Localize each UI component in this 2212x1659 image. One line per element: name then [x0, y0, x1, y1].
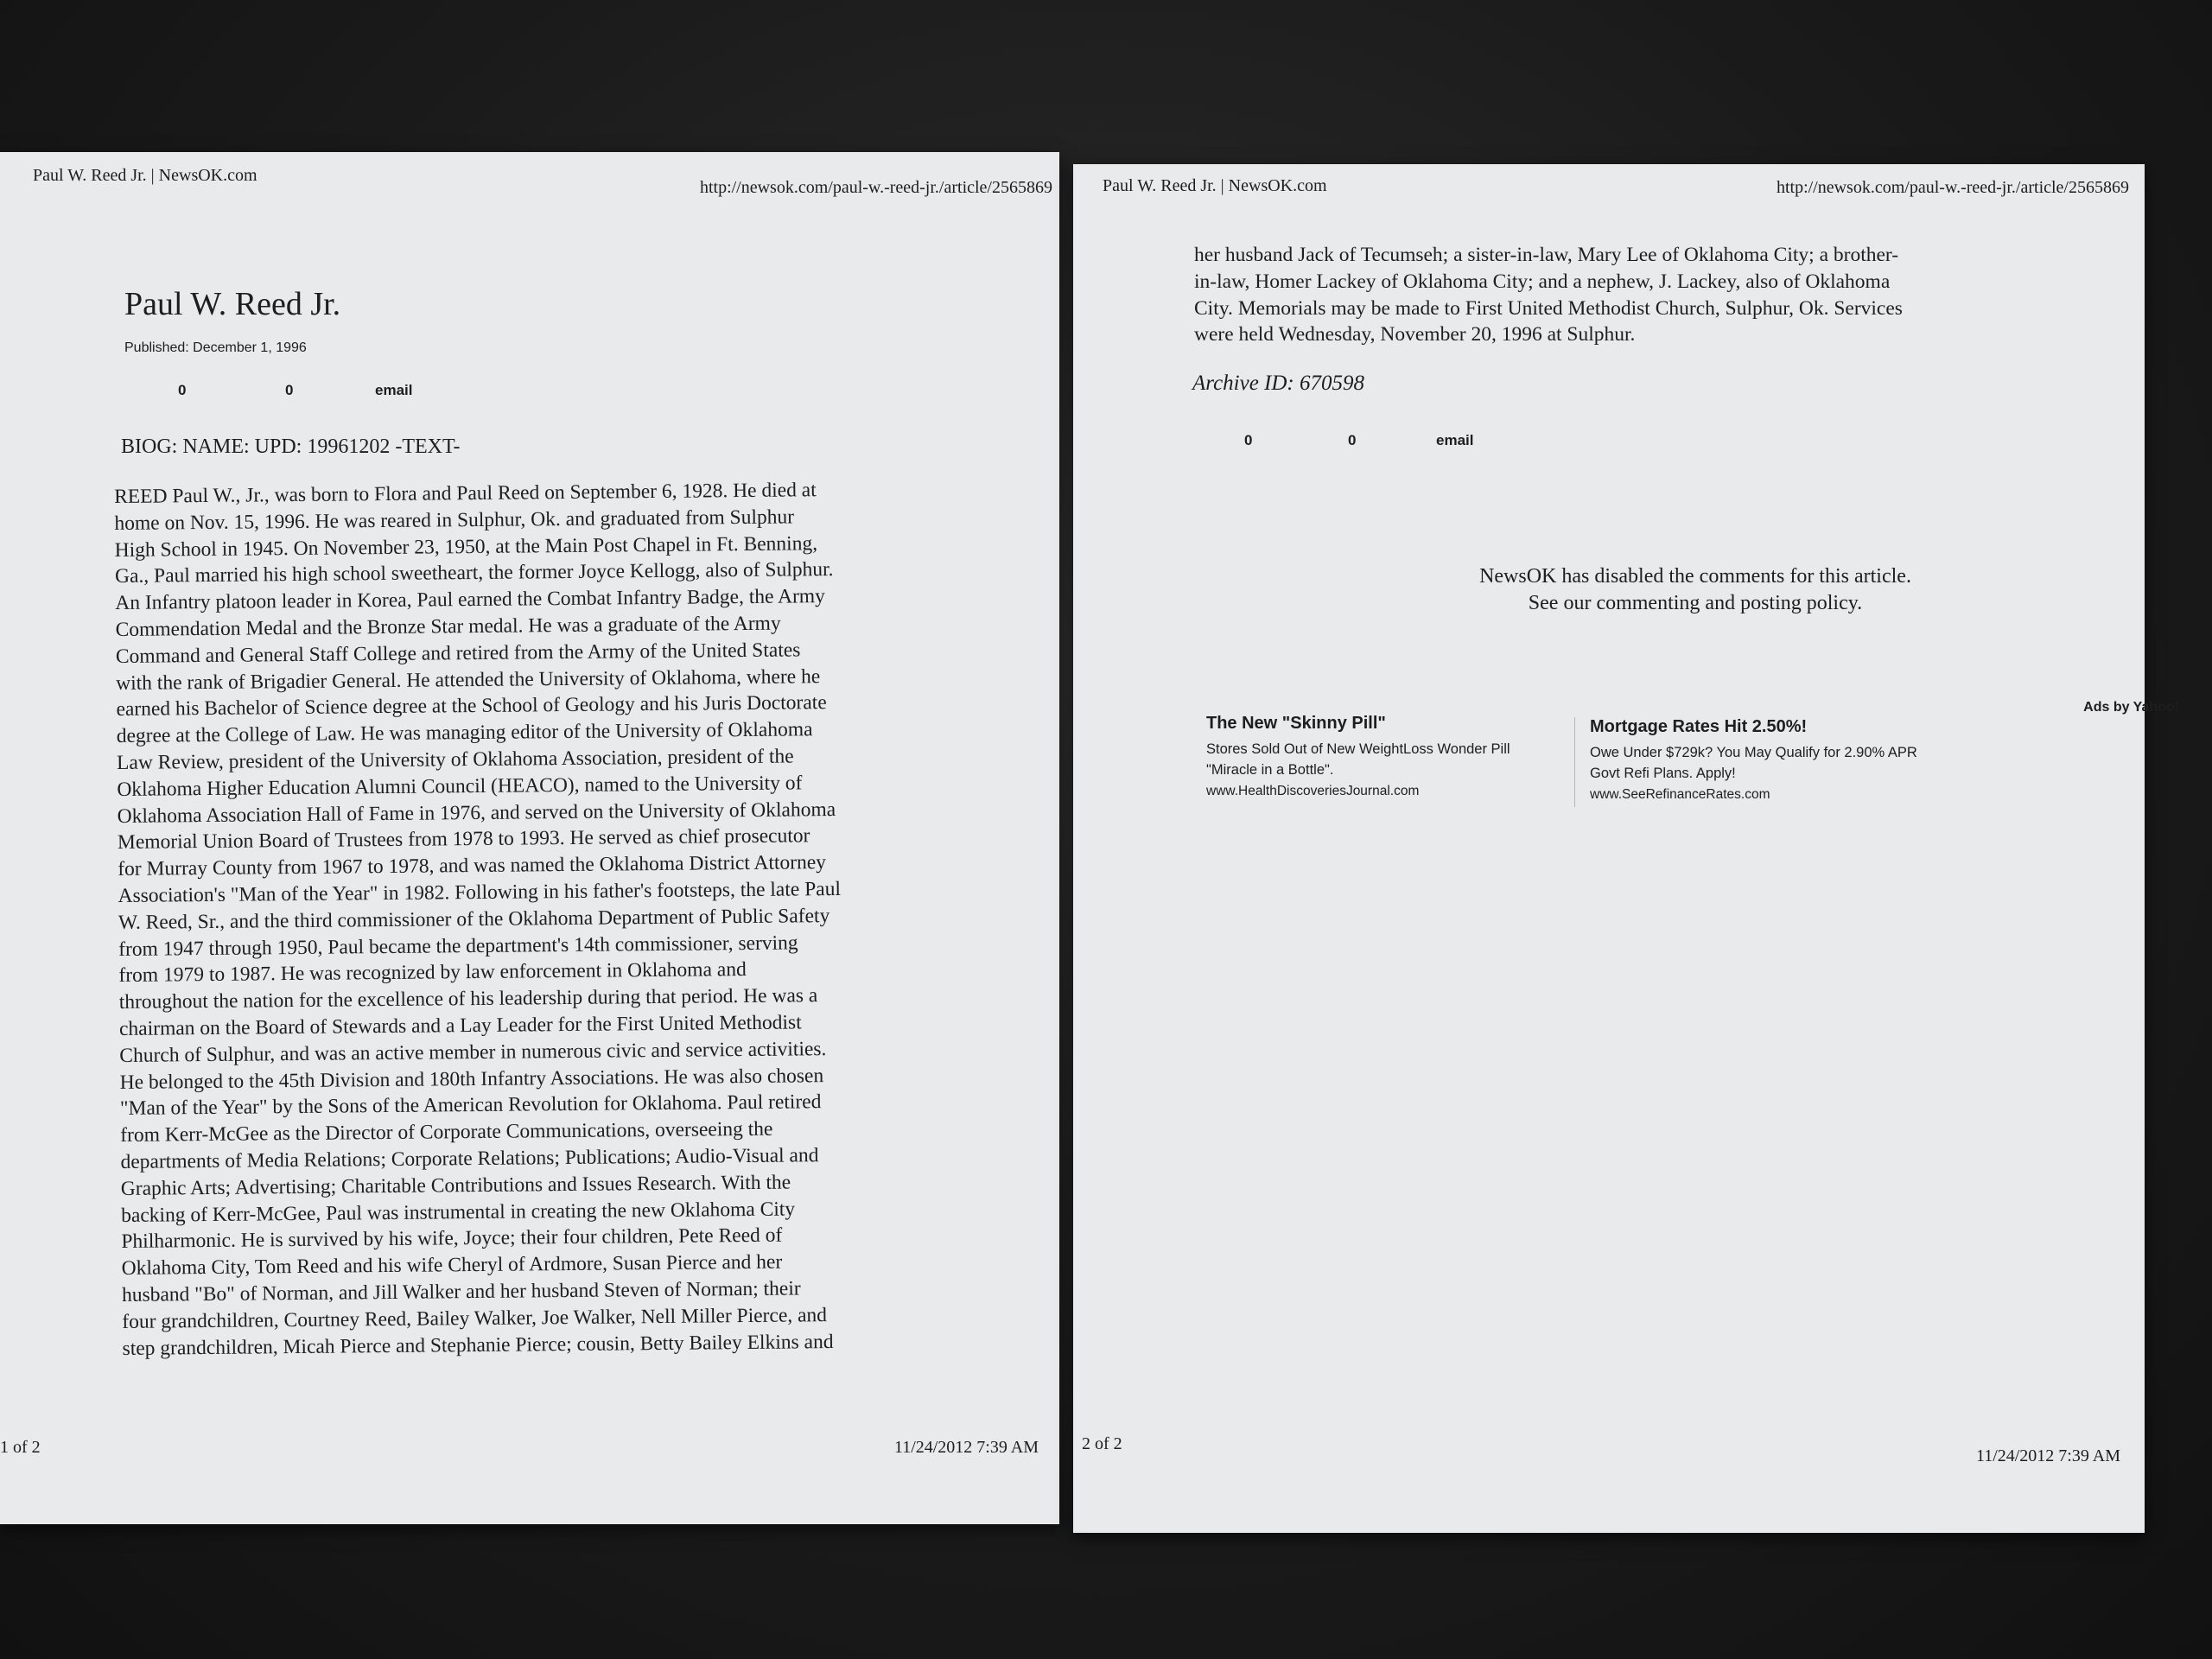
body-line: chairman on the Board of Stewards and a Lay Leader for the First United Methodist [118, 1011, 802, 1040]
body-line: throughout the nation for the excellence of his leadership during that period. He was a [118, 984, 818, 1014]
comments-note-line: NewsOK has disabled the comments for this article. [1479, 565, 1911, 588]
ad-title[interactable]: The New "Skinny Pill" [1206, 714, 1386, 733]
print-timestamp: 11/24/2012 7:39 AM [1975, 1446, 2120, 1465]
share-count: 0 [1244, 432, 1253, 448]
share-count: 0 [285, 382, 294, 398]
ad-url[interactable]: www.HealthDiscoveriesJournal.com [1206, 784, 1420, 798]
body-line: REED Paul W., Jr., was born to Flora and Paul Reed on September 6, 1928. He died at [114, 479, 817, 508]
article-body-continued [1194, 242, 1903, 348]
published-date: Published: December 1, 1996 [124, 340, 307, 355]
body-line: Association's "Man of the Year" in 1982. Following in his father's footsteps, the late Paul [118, 877, 842, 907]
body-line: Oklahoma Higher Education Alumni Council (HEACO), named to the University of [117, 772, 803, 801]
share-count: 0 [178, 382, 187, 398]
ad-text: Stores Sold Out of New WeightLoss Wonder Pill [1206, 741, 1510, 757]
body-line: Oklahoma Association Hall of Fame in 1976, and served on the University of Oklahoma [117, 798, 836, 828]
body-line: departments of Media Relations; Corporate Relations; Publications; Audio-Visual and [120, 1144, 819, 1173]
share-row [0, 382, 518, 403]
ad-title[interactable]: Mortgage Rates Hit 2.50%! [1590, 717, 1808, 736]
page-header-title: Paul W. Reed Jr. | NewsOK.com [33, 166, 257, 185]
page-number: 2 of 2 [1082, 1434, 1122, 1453]
comments-disabled-note [1246, 563, 2145, 617]
body-line: Graphic Arts; Advertising; Charitable Contributions and Issues Research. With the [120, 1171, 791, 1200]
body-line: husband "Bo" of Norman, and Jill Walker and her husband Steven of Norman; their [121, 1277, 801, 1306]
body-line: degree at the College of Law. He was managing editor of the University of Oklahoma [116, 718, 813, 748]
body-line: Commendation Medal and the Bronze Star medal. He was a graduate of the Army [115, 612, 781, 641]
body-line: Memorial Union Board of Trustees from 1978 to 1993. He served as chief prosecutor [117, 824, 810, 855]
body-line: in-law, Homer Lackey of Oklahoma City; and a nephew, J. Lackey, also of Oklahoma [1194, 270, 1891, 293]
body-line: from 1979 to 1987. He was recognized by law enforcement in Oklahoma and [118, 958, 747, 988]
body-line: earned his Bachelor of Science degree at the School of Geology and his Juris Doctorate [116, 691, 827, 721]
printed-page-2 [1073, 164, 2179, 1533]
body-line: Law Review, president of the University of Oklahoma Association, president of the [116, 745, 794, 774]
share-count: 0 [1348, 432, 1357, 448]
body-line: four grandchildren, Courtney Reed, Bailey Walker, Joe Walker, Nell Miller Pierce, and [122, 1303, 828, 1333]
print-timestamp: 11/24/2012 7:39 AM [893, 1438, 1039, 1457]
body-line: "Man of the Year" by the Sons of the American Revolution for Oklahoma. Paul retired [119, 1090, 822, 1121]
ad-url[interactable]: www.SeeRefinanceRates.com [1590, 787, 1770, 802]
body-line: He belonged to the 45th Division and 180th Infantry Associations. He was also chosen [119, 1064, 824, 1094]
commenting-policy-link[interactable]: See our commenting and posting policy. [1528, 592, 1863, 614]
body-line: for Murray County from 1967 to 1978, and was named the Oklahoma District Attorney [118, 851, 827, 881]
ads-by-label: Ads by Yahoo! [2083, 700, 2179, 715]
body-line: home on Nov. 15, 1996. He was reared in Sulphur, Ok. and graduated from Sulphur [114, 505, 795, 535]
page-header-url: http://newsok.com/paul-w.-reed-jr./article/2565869 [1776, 178, 2129, 197]
article-title: Paul W. Reed Jr. [124, 286, 341, 322]
ad-text: Owe Under $729k? You May Qualify for 2.90% APR [1590, 745, 1917, 760]
ad-text: "Miracle in a Bottle". [1206, 762, 1334, 778]
body-line: High School in 1945. On November 23, 1950, at the Main Post Chapel in Ft. Benning, [114, 531, 818, 562]
page-number: 1 of 2 [0, 1438, 41, 1457]
body-line: Ga., Paul married his high school sweetheart, the former Joyce Kellogg, also of Sulphur. [114, 558, 834, 588]
printed-page-1 [0, 152, 1059, 1524]
body-line: W. Reed, Sr., and the third commissioner of the Oklahoma Department of Public Safety [118, 904, 830, 934]
ad-block[interactable] [1206, 714, 1510, 803]
body-line: Oklahoma City, Tom Reed and his wife Cheryl of Ardmore, Susan Pierce and her [121, 1250, 783, 1281]
body-line: from Kerr-McGee as the Director of Corporate Communications, overseeing the [120, 1117, 773, 1147]
page-header-url: http://newsok.com/paul-w.-reed-jr./article/2565869 [699, 178, 1052, 197]
body-line: City. Memorials may be made to First United Methodist Church, Sulphur, Ok. Services [1194, 296, 1903, 320]
article-body [114, 477, 845, 1362]
body-line: Philharmonic. He is survived by his wife, Joyce; their four children, Pete Reed of [121, 1224, 783, 1254]
ad-block[interactable] [1590, 717, 1917, 806]
email-link[interactable]: email [375, 382, 413, 398]
biog-line: BIOG: NAME: UPD: 19961202 -TEXT- [121, 435, 461, 458]
body-line: Church of Sulphur, and was an active member in numerous civic and service activities. [119, 1037, 827, 1067]
ad-divider [1574, 717, 1575, 807]
body-line: Command and General Staff College and retired from the Army of the United States [115, 639, 801, 668]
body-line: from 1947 through 1950, Paul became the department's 14th commissioner, serving [118, 931, 798, 961]
email-link[interactable]: email [1436, 432, 1474, 448]
share-row [1073, 432, 1592, 453]
body-line: with the rank of Brigadier General. He attended the University of Oklahoma, where he [116, 664, 821, 695]
ad-text: Govt Refi Plans. Apply! [1590, 766, 1736, 781]
page-header-title: Paul W. Reed Jr. | NewsOK.com [1103, 176, 1327, 195]
body-line: her husband Jack of Tecumseh; a sister-in-law, Mary Lee of Oklahoma City; a brother- [1194, 244, 1899, 266]
body-line: step grandchildren, Micah Pierce and Stephanie Pierce; cousin, Betty Bailey Elkins and [122, 1330, 834, 1360]
body-line: were held Wednesday, November 20, 1996 at Sulphur. [1194, 323, 1636, 346]
body-line: An Infantry platoon leader in Korea, Paul earned the Combat Infantry Badge, the Army [115, 585, 826, 615]
archive-id: Archive ID: 670598 [1192, 372, 1365, 395]
body-line: backing of Kerr-McGee, Paul was instrumental in creating the new Oklahoma City [121, 1197, 796, 1227]
